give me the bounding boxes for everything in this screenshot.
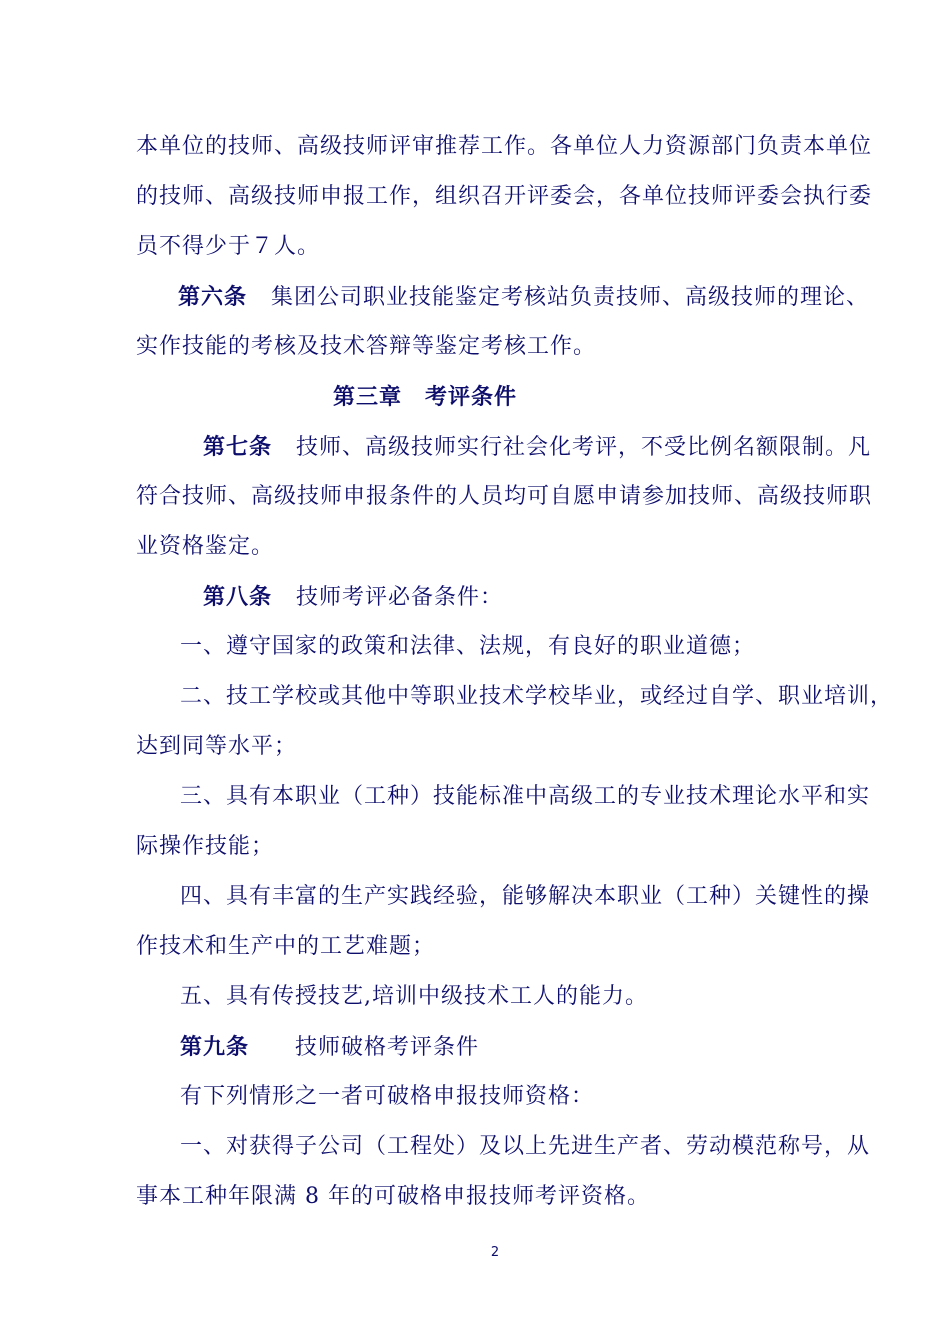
page-number: 2	[490, 1245, 500, 1260]
list-item: 五、具有传授技艺,培训中级技术工人的能力。	[180, 984, 648, 1009]
article-8-label: 第八条	[203, 584, 273, 610]
article-7-label: 第七条	[203, 434, 273, 460]
article-9-label: 第九条	[180, 1034, 250, 1060]
article-7-text: 技师、高级技师实行社会化考评，不受比例名额限制。凡	[296, 435, 872, 460]
paragraph-line: 本单位的技师、高级技师评审推荐工作。各单位人力资源部门负责本单位	[136, 134, 873, 159]
article-8-first-line	[203, 582, 503, 612]
list-item: 一、对获得子公司（工程处）及以上先进生产者、劳动模范称号，从	[180, 1134, 871, 1159]
article-7-first-line	[203, 432, 871, 462]
chapter-title: 第三章 考评条件	[332, 384, 517, 410]
paragraph-line: 实作技能的考核及技术答辩等鉴定考核工作。	[136, 334, 597, 359]
list-item-continuation: 际操作技能；	[136, 834, 275, 859]
list-item: 四、具有丰富的生产实践经验，能够解决本职业（工种）关键性的操	[180, 884, 871, 909]
paragraph-line: 有下列情形之一者可破格申报技师资格：	[180, 1084, 595, 1109]
article-6-first-line	[178, 282, 869, 312]
list-item: 二、技工学校或其他中等职业技术学校毕业，或经过自学、职业培训，	[180, 684, 894, 709]
article-6-text: 集团公司职业技能鉴定考核站负责技师、高级技师的理论、	[271, 285, 870, 310]
paragraph-line: 业资格鉴定。	[136, 534, 275, 559]
article-6-label: 第六条	[178, 284, 248, 310]
list-item: 三、具有本职业（工种）技能标准中高级工的专业技术理论水平和实	[180, 784, 871, 809]
paragraph-line: 的技师、高级技师申报工作，组织召开评委会，各单位技师评委会执行委	[136, 184, 873, 209]
article-9-text: 技师破格考评条件	[295, 1035, 480, 1060]
list-item-continuation: 作技术和生产中的工艺难题；	[136, 934, 436, 959]
list-item-continuation: 达到同等水平；	[136, 734, 298, 759]
article-9-first-line	[180, 1032, 479, 1062]
list-item-continuation: 事本工种年限满 8 年的可破格申报技师考评资格。	[136, 1184, 650, 1209]
paragraph-line: 员不得少于７人。	[136, 234, 321, 259]
paragraph-line: 符合技师、高级技师申报条件的人员均可自愿申请参加技师、高级技师职	[136, 484, 873, 509]
list-item: 一、遵守国家的政策和法律、法规，有良好的职业道德；	[180, 634, 756, 659]
article-8-text: 技师考评必备条件：	[296, 585, 504, 610]
